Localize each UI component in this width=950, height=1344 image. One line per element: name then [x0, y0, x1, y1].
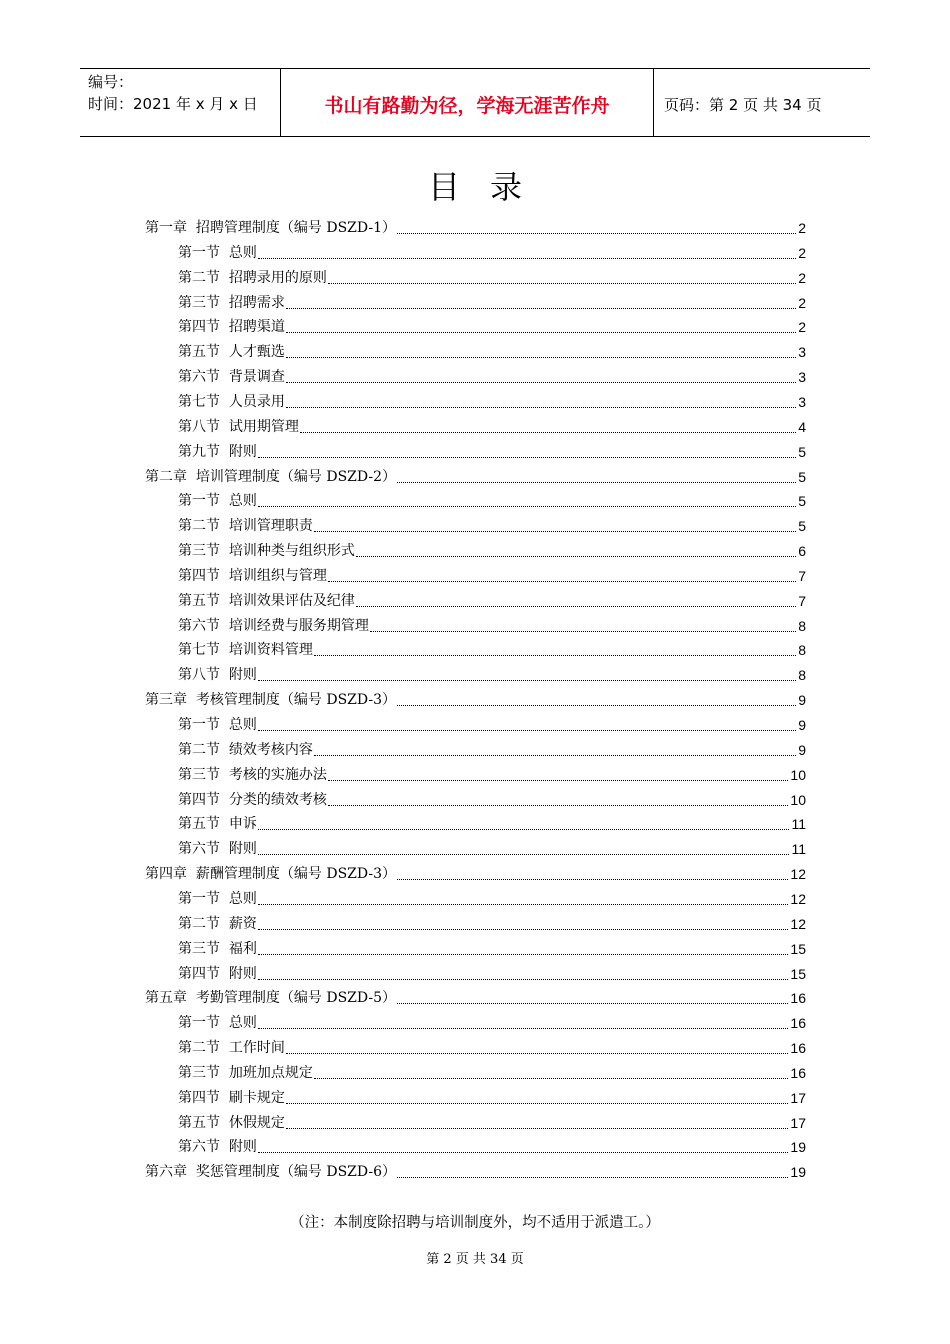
toc-section-entry[interactable]: [178, 1059, 806, 1083]
toc-entry-label: 第三章 考核管理制度（编号 DSZD-3）: [145, 692, 397, 709]
toc-entry-label: 第二节 工作时间: [178, 1040, 285, 1057]
toc-leader-dots: [328, 580, 796, 582]
toc-page-number: 3: [798, 393, 806, 410]
toc-entry-label: 第四节 分类的绩效考核: [178, 791, 327, 808]
toc-page-number: 7: [798, 592, 806, 609]
toc-leader-dots: [314, 654, 796, 656]
toc-page-number: 17: [790, 1114, 806, 1131]
toc-section-entry[interactable]: [178, 438, 806, 462]
toc-chapter-entry[interactable]: [145, 1158, 806, 1182]
toc-leader-dots: [258, 953, 789, 955]
toc-entry-label: 第四章 薪酬管理制度（编号 DSZD-3）: [145, 866, 397, 883]
toc-page-number: 16: [790, 990, 806, 1007]
toc-entry-label: 第二章 培训管理制度（编号 DSZD-2）: [145, 468, 397, 485]
toc-leader-dots: [258, 978, 789, 980]
toc-entry-label: 第二节 培训管理职责: [178, 518, 313, 535]
toc-entry-label: 第九节 附则: [178, 443, 257, 460]
toc-section-entry[interactable]: [178, 1133, 806, 1157]
toc-leader-dots: [370, 630, 796, 632]
toc-page-number: 15: [790, 965, 806, 982]
toc-entry-label: 第五节 申诉: [178, 816, 257, 833]
toc-page-number: 8: [798, 667, 806, 684]
toc-entry-label: 第三节 招聘需求: [178, 294, 285, 311]
toc-chapter-entry[interactable]: [145, 984, 806, 1008]
toc-entry-label: 第三节 培训种类与组织形式: [178, 543, 355, 560]
toc-entry-label: 第八节 附则: [178, 667, 257, 684]
toc-entry-label: 第三节 福利: [178, 940, 257, 957]
toc-leader-dots: [356, 555, 796, 557]
toc-page-number: 12: [790, 866, 806, 883]
footnote: （注：本制度除招聘与培训制度外，均不适用于派遣工。）: [290, 1215, 660, 1231]
toc-entry-label: 第二节 绩效考核内容: [178, 741, 313, 758]
toc-page-number: 9: [798, 717, 806, 733]
toc-page-number: 2: [798, 294, 806, 311]
toc-entry-label: 第四节 附则: [178, 965, 257, 982]
toc-section-entry[interactable]: [178, 388, 806, 412]
toc-entry-label: 第六章 奖惩管理制度（编号 DSZD-6）: [145, 1164, 397, 1181]
toc-page-number: 8: [798, 617, 806, 634]
toc-leader-dots: [286, 1102, 789, 1104]
toc-page-number: 4: [798, 418, 806, 435]
toc-entry-label: 第二节 薪资: [178, 915, 257, 932]
toc-page-number: 10: [790, 766, 806, 783]
toc-page-number: 12: [790, 890, 806, 907]
toc-page-number: 16: [790, 1064, 806, 1081]
toc-section-entry[interactable]: [178, 1034, 806, 1058]
toc-page-number: 2: [798, 269, 806, 286]
toc-entry-label: 第三节 加班加点规定: [178, 1064, 313, 1081]
toc-entry-label: 第一节 总则: [178, 717, 257, 733]
toc-leader-dots: [258, 257, 796, 259]
toc-chapter-entry[interactable]: [145, 214, 806, 238]
toc-section-entry[interactable]: [178, 239, 806, 263]
toc-leader-dots: [286, 1127, 789, 1129]
toc-section-entry[interactable]: [178, 612, 806, 636]
toc-page-number: 19: [790, 1164, 806, 1181]
toc-section-entry[interactable]: [178, 487, 806, 511]
toc-entry-label: 第三节 考核的实施办法: [178, 766, 327, 783]
header-motto: 书山有路勤为径，学海无涯苦作舟: [281, 69, 654, 136]
toc-section-entry[interactable]: [178, 835, 806, 859]
toc-entry-label: 第一节 总则: [178, 1015, 257, 1032]
toc-page-number: 5: [798, 468, 806, 485]
toc-leader-dots: [328, 804, 789, 806]
page-footer: 第 2 页 共 34 页: [426, 1252, 524, 1267]
toc-page-number: 8: [798, 642, 806, 659]
toc-page-number: 15: [790, 940, 806, 957]
number-label: 编号：: [88, 73, 134, 91]
toc-leader-dots: [314, 1077, 789, 1079]
toc-leader-dots: [397, 878, 788, 880]
toc-section-entry[interactable]: [178, 1084, 806, 1108]
toc-section-entry[interactable]: [178, 413, 806, 437]
toc-leader-dots: [397, 704, 796, 706]
toc-page-number: 5: [798, 443, 806, 460]
toc-entry-label: 第一章 招聘管理制度（编号 DSZD-1）: [145, 220, 397, 236]
toc-section-entry[interactable]: [178, 537, 806, 561]
toc-entry-label: 第一节 总则: [178, 493, 257, 510]
toc-section-entry[interactable]: [178, 711, 806, 735]
toc-leader-dots: [286, 406, 796, 408]
toc-page-number: 6: [798, 543, 806, 560]
toc-section-entry[interactable]: [178, 338, 806, 362]
toc-section-entry[interactable]: [178, 761, 806, 785]
toc-section-entry[interactable]: [178, 264, 806, 288]
toc-entry-label: 第六节 培训经费与服务期管理: [178, 617, 369, 634]
toc-section-entry[interactable]: [178, 562, 806, 586]
toc-leader-dots: [258, 828, 790, 830]
toc-leader-dots: [258, 679, 796, 681]
toc-page-number: 7: [798, 567, 806, 584]
toc-entry-label: 第七节 人员录用: [178, 393, 285, 410]
toc-leader-dots: [397, 1002, 788, 1004]
toc-leader-dots: [258, 903, 789, 905]
toc-section-entry[interactable]: [178, 512, 806, 536]
toc-chapter-entry[interactable]: [145, 860, 806, 884]
toc-page-number: 11: [791, 816, 806, 833]
toc-page-number: 9: [798, 692, 806, 709]
header-meta: [80, 69, 281, 136]
toc-leader-dots: [300, 431, 796, 433]
toc-leader-dots: [328, 282, 796, 284]
toc-page-number: 19: [790, 1139, 806, 1156]
toc-section-entry[interactable]: [178, 935, 806, 959]
toc-page-number: 2: [798, 319, 806, 336]
toc-leader-dots: [286, 307, 796, 309]
toc-leader-dots: [397, 232, 796, 234]
toc-section-entry[interactable]: [178, 910, 806, 934]
toc-entry-label: 第四节 招聘渠道: [178, 319, 285, 336]
toc-page-number: 17: [790, 1089, 806, 1106]
header-page-label: 页码：第 2 页 共 34 页: [664, 96, 822, 114]
toc-leader-dots: [328, 779, 789, 781]
toc-page-number: 2: [798, 220, 806, 236]
toc-section-entry[interactable]: [178, 786, 806, 810]
toc-section-entry[interactable]: [178, 960, 806, 984]
toc-leader-dots: [286, 356, 796, 358]
toc-page-number: 3: [798, 344, 806, 361]
toc-entry-label: 第五节 人才甄选: [178, 344, 285, 361]
toc-entry-label: 第七节 培训资料管理: [178, 642, 313, 659]
toc-leader-dots: [258, 928, 789, 930]
toc-section-entry[interactable]: [178, 885, 806, 909]
toc-section-entry[interactable]: [178, 636, 806, 660]
page-header: [80, 68, 870, 137]
toc-entry-label: 第二节 招聘录用的原则: [178, 269, 327, 286]
toc-section-entry[interactable]: [178, 736, 806, 760]
toc-entry-label: 第一节 总则: [178, 244, 257, 261]
toc-leader-dots: [314, 754, 796, 756]
toc-leader-dots: [286, 1052, 789, 1054]
toc-leader-dots: [397, 481, 796, 483]
toc-entry-label: 第六节 附则: [178, 841, 257, 858]
toc-leader-dots: [258, 1027, 789, 1029]
toc-section-entry[interactable]: [178, 313, 806, 337]
toc-page-number: 16: [790, 1015, 806, 1032]
toc-entry-label: 第四节 刷卡规定: [178, 1089, 285, 1106]
toc-entry-label: 第五节 休假规定: [178, 1114, 285, 1131]
toc-leader-dots: [258, 729, 796, 731]
page-title: 目录: [427, 168, 552, 206]
toc-entry-label: 第五章 考勤管理制度（编号 DSZD-5）: [145, 990, 397, 1007]
toc-chapter-entry[interactable]: [145, 463, 806, 487]
toc-leader-dots: [356, 605, 796, 607]
toc-leader-dots: [258, 853, 790, 855]
toc-section-entry[interactable]: [178, 661, 806, 685]
toc-section-entry[interactable]: [178, 363, 806, 387]
toc-leader-dots: [286, 331, 796, 333]
toc-entry-label: 第八节 试用期管理: [178, 418, 299, 435]
toc-page-number: 12: [790, 915, 806, 932]
toc-chapter-entry[interactable]: [145, 686, 806, 710]
toc-leader-dots: [258, 1151, 789, 1153]
toc-page-number: 5: [798, 518, 806, 535]
toc-page-number: 16: [790, 1040, 806, 1057]
toc-page-number: 3: [798, 369, 806, 386]
toc-entry-label: 第一节 总则: [178, 890, 257, 907]
toc-leader-dots: [314, 530, 796, 532]
time-label: 时间：2021 年 x 月 x 日: [88, 95, 258, 113]
toc-leader-dots: [286, 381, 796, 383]
toc-entry-label: 第四节 培训组织与管理: [178, 567, 327, 584]
toc-leader-dots: [258, 456, 796, 458]
toc-page-number: 10: [790, 791, 806, 808]
toc-section-entry[interactable]: [178, 1109, 806, 1133]
toc-entry-label: 第五节 培训效果评估及纪律: [178, 592, 355, 609]
toc-section-entry[interactable]: [178, 810, 806, 834]
toc-page-number: 5: [798, 493, 806, 510]
toc-leader-dots: [397, 1176, 788, 1178]
toc-section-entry[interactable]: [178, 587, 806, 611]
toc-page-number: 2: [798, 244, 806, 261]
toc-page-number: 11: [791, 841, 806, 858]
toc-entry-label: 第六节 背景调查: [178, 369, 285, 386]
toc-page-number: 9: [798, 741, 806, 758]
toc-section-entry[interactable]: [178, 1009, 806, 1033]
toc-leader-dots: [258, 505, 796, 507]
toc-entry-label: 第六节 附则: [178, 1139, 257, 1156]
toc-section-entry[interactable]: [178, 289, 806, 313]
